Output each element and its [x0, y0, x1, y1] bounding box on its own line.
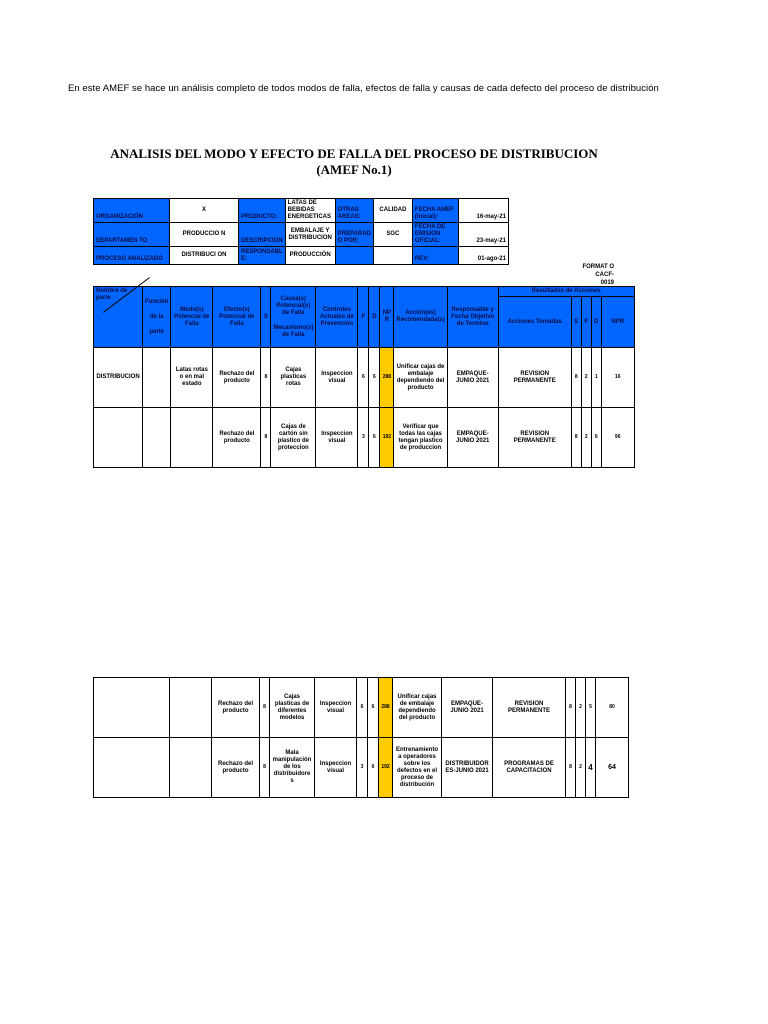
cell-causa: Cajas de cartón sin plastico de proteccion: [271, 408, 316, 468]
preparado-value: SGC: [373, 223, 412, 247]
header-d2: D: [591, 297, 601, 348]
cell-d: 6: [368, 738, 379, 798]
descripcion-label: DESCRIPCION: [239, 223, 286, 247]
descripcion-value: EMBALAJE Y DISTRIBUCION: [285, 223, 335, 247]
cell-nombre: [94, 678, 170, 738]
rev-label: REV:: [412, 247, 458, 265]
table-row: [94, 678, 629, 738]
cell-d2: 4: [586, 738, 596, 798]
cell-tomadas: REVISION PERMANENTE: [493, 678, 566, 738]
header-mecanismo-text: Mecanismo(s) de Falla: [273, 324, 314, 338]
cell-accion: Entrenamiento a operadores sobre los defectos en el proceso de distribución: [393, 738, 442, 798]
cell-f2: 2: [576, 678, 586, 738]
cell-control: Inspeccion visual: [316, 348, 358, 408]
table-row: [94, 348, 635, 408]
responsable-label: RESPONSABL E:: [239, 247, 286, 265]
cell-f2: 2: [576, 738, 586, 798]
cell-s2: 8: [571, 348, 581, 408]
cell-npr: 288: [380, 348, 394, 408]
header-causa-text: Causa(s) Potencial(s) de Falla: [276, 295, 311, 316]
proceso-label: PROCESO ANALIZADO: [94, 247, 170, 265]
cell-modo: [170, 678, 212, 738]
cell-accion: Unificar cajas de embalaje dependiendo del producto: [393, 678, 442, 738]
cell-s: 8: [261, 408, 271, 468]
cell-control: Inspeccion visual: [315, 678, 357, 738]
header-resultados: Resultados de Acciones: [498, 287, 634, 297]
cell-s: 8: [260, 678, 270, 738]
cell-d2: 6: [591, 408, 601, 468]
departamento-label: DEPARTAMEN TO: [94, 223, 170, 247]
fecha-emision-label: FECHA DE EMISION OFICIAL:: [412, 223, 458, 247]
otras-areas-label: OTRAS AREAS:: [335, 199, 373, 223]
amef-table: [93, 286, 635, 468]
cell-s2: 8: [571, 408, 581, 468]
producto-value: LATAS DE BEBIDAS ENERGETICAS: [285, 199, 335, 223]
header-npr: NP R: [380, 287, 394, 348]
cell-tomadas: PROGRAMAS DE CAPACITACION: [493, 738, 566, 798]
empty-cell: [335, 247, 373, 265]
cell-efecto: Rechazo del producto: [213, 348, 261, 408]
cell-tomadas: REVISION PERMANENTE: [498, 408, 571, 468]
formato-code: FORMAT O CACF- 0019: [582, 264, 614, 286]
cell-npr2: 16: [601, 348, 634, 408]
header-controles: Controles Actuales de Prevención: [316, 287, 358, 348]
cell-npr: 192: [380, 408, 394, 468]
cell-nombre: [94, 408, 143, 468]
header-npr2: NPR: [601, 297, 634, 348]
header-s2: S: [571, 297, 581, 348]
cell-s2: 8: [566, 678, 576, 738]
header-acciones-tomadas: Acciones Tomadas: [498, 297, 571, 348]
fecha-emision-value: 23-may-21: [458, 223, 508, 247]
header-funcion-parte: Función de la parte: [143, 287, 171, 348]
cell-efecto: Rechazo del producto: [213, 408, 261, 468]
preparado-label: PREPARAD O POR:: [335, 223, 373, 247]
cell-s2: 8: [566, 738, 576, 798]
cell-funcion: [143, 408, 171, 468]
cell-d2: 1: [591, 348, 601, 408]
cell-efecto: Rechazo del producto: [212, 738, 260, 798]
cell-f: 3: [357, 738, 368, 798]
cell-npr2: 64: [596, 738, 629, 798]
departamento-value: PRODUCCIO N: [170, 223, 239, 247]
header-causa: [271, 287, 316, 348]
cell-causa: Cajas plasticas de diferentes modelos: [270, 678, 315, 738]
header-accion: Acción(es) Recomendada(s): [394, 287, 447, 348]
cell-modo: Latas rotas o en mal estado: [171, 348, 213, 408]
cell-npr2: 96: [601, 408, 634, 468]
otras-areas-value: CALIDAD: [373, 199, 412, 223]
cell-responsable: EMPAQUE- JUNIO 2021: [442, 678, 493, 738]
cell-d2: 5: [586, 678, 596, 738]
cell-nombre: [94, 738, 170, 798]
document-subtitle: (AMEF No.1): [316, 162, 392, 177]
cell-accion: Unificar cajas de embalaje dependiendo del producto: [394, 348, 447, 408]
cell-npr: 192: [379, 738, 393, 798]
document-title: ANALISIS DEL MODO Y EFECTO DE FALLA DEL PROCESO DE DISTRIBUCION: [110, 146, 598, 161]
header-nombre-parte: Nombre de parte: [94, 287, 143, 348]
cell-d: 6: [369, 408, 380, 468]
header-f2: F: [581, 297, 591, 348]
proceso-value: DISTRIBUCI ON: [170, 247, 239, 265]
table-row: [94, 408, 635, 468]
cell-responsable: EMPAQUE- JUNIO 2021: [447, 408, 498, 468]
cell-causa: Cajas plasticas rotas: [271, 348, 316, 408]
cell-control: Inspeccion visual: [315, 738, 357, 798]
organizacion-value: X: [170, 199, 239, 223]
cell-tomadas: REVISION PERMANENTE: [498, 348, 571, 408]
header-info-table: [93, 198, 509, 265]
fecha-amef-label: FECHA AMEF (Inicial):: [412, 199, 458, 223]
producto-label: PRODUCTO:: [239, 199, 286, 223]
cell-control: Inspeccion visual: [316, 408, 358, 468]
cell-d: 6: [369, 348, 380, 408]
organizacion-label: ORGANIZACIÓN: [94, 199, 170, 223]
cell-s: 8: [261, 348, 271, 408]
empty-cell: [373, 247, 412, 265]
intro-text: En este AMEF se hace un análisis completo de todos modos de falla, efectos de falla y causas de cada defecto del proceso de distribución: [68, 83, 659, 94]
cell-funcion: [143, 348, 171, 408]
cell-responsable: EMPAQUE- JUNIO 2021: [447, 348, 498, 408]
cell-f2: 2: [581, 348, 591, 408]
cell-f: 6: [357, 678, 368, 738]
header-responsable: Responsable y Fecha Objetivo de Termino: [447, 287, 498, 348]
cell-npr: 288: [379, 678, 393, 738]
header-d: D: [369, 287, 380, 348]
rev-value: 01-ago-21: [458, 247, 508, 265]
amef-table-continuation: [93, 677, 629, 798]
cell-f: 3: [358, 408, 369, 468]
cell-f2: 2: [581, 408, 591, 468]
responsable-value: PRODUCCIÓN: [285, 247, 335, 265]
cell-modo: [171, 408, 213, 468]
table-row: [94, 738, 629, 798]
cell-accion: Verificar que todas las cajas tengan plastico de produccion: [394, 408, 447, 468]
cell-efecto: Rechazo del producto: [212, 678, 260, 738]
cell-f: 6: [358, 348, 369, 408]
header-efecto-falla: Efecto(s) Potencial de Falla: [213, 287, 261, 348]
cell-npr2: 80: [596, 678, 629, 738]
header-s: S: [261, 287, 271, 348]
header-modo-falla: Modo(s) Potencial de Falla: [171, 287, 213, 348]
fecha-amef-value: 16-may-21: [458, 199, 508, 223]
cell-d: 6: [368, 678, 379, 738]
cell-s: 8: [260, 738, 270, 798]
header-f: F: [358, 287, 369, 348]
cell-causa: Mala manipulación de los distribuidore s: [270, 738, 315, 798]
cell-responsable: DISTRIBUIDOR ES-JUNIO 2021: [442, 738, 493, 798]
cell-modo: [170, 738, 212, 798]
cell-nombre: DISTRIBUCION: [94, 348, 143, 408]
